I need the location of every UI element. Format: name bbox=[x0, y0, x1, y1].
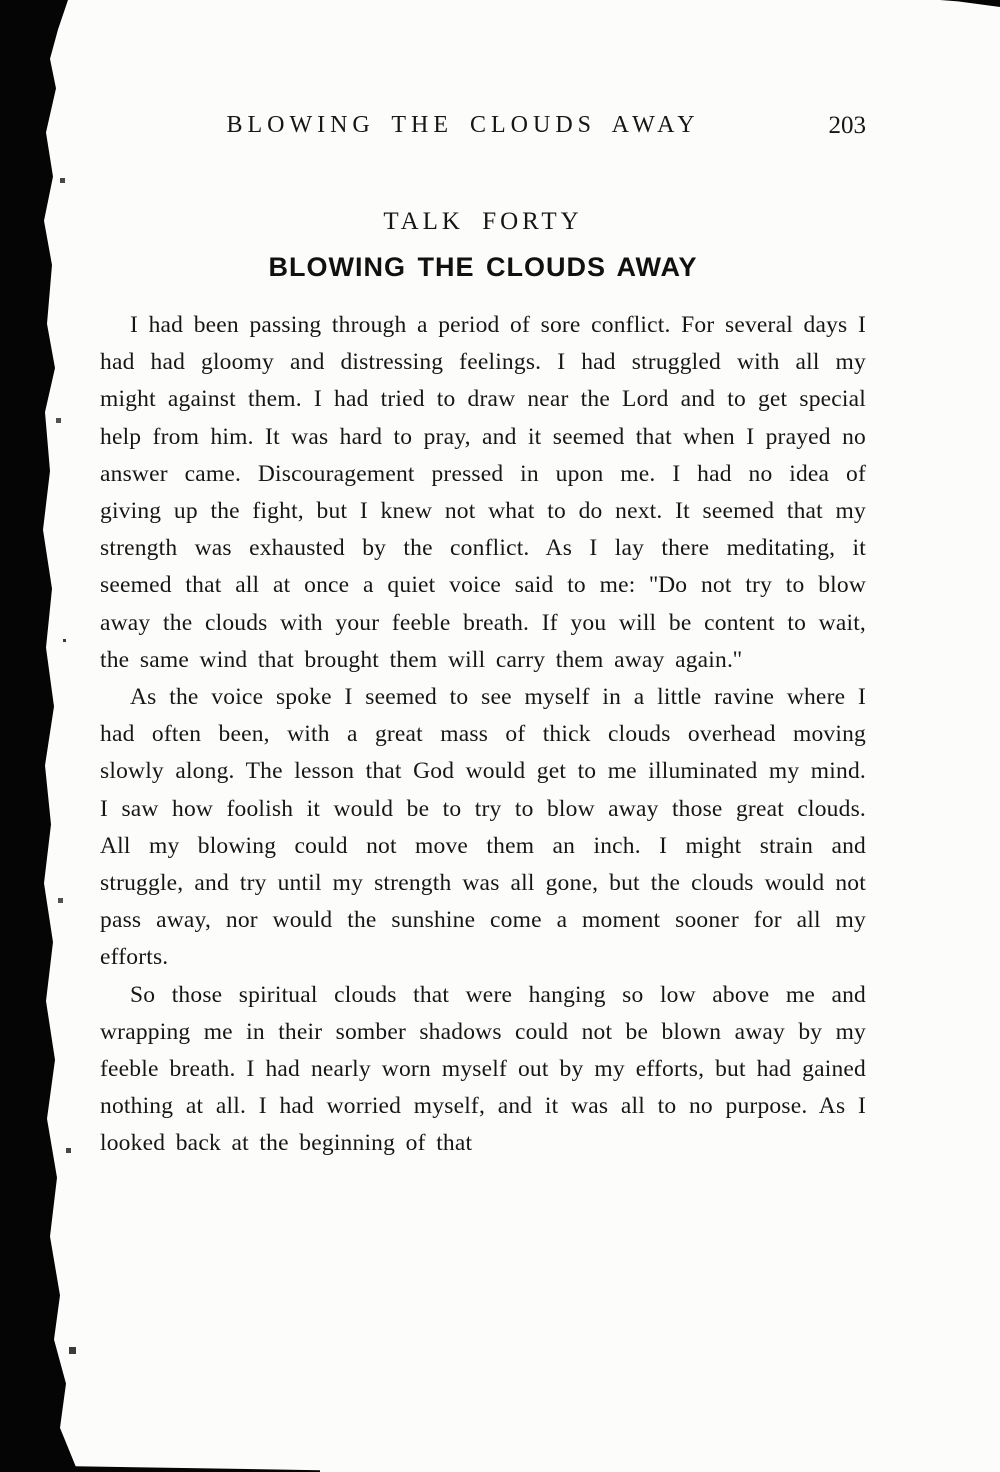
paragraph-1: I had been passing through a period of sore conflict. For several days I had had gloomy and distressing feelings. I had struggled with all my might against them. I had tried to draw near the Lord and to get special help from him. It was hard to pray, and it seemed that when I prayed no answer came. Discouragement pressed in upon me. I had no idea of giving up the fight, but I knew not what to do next. It seemed that my strength was exhausted by the conflict. As I lay there meditating, it seemed that all at once a quiet voice said to me: ''Do not try to blow away the clouds with your feeble breath. If you will be content to wait, the same wind that brought them will carry them away again.'' bbox=[100, 312, 866, 673]
paragraph-3: So those spiritual clouds that were hanging so low above me and wrapping me in their somber shadows could not be blown away by my feeble breath. I had nearly worn myself out by my efforts, but had gained nothing at all. I had worried myself, and it was all to no purpose. As I looked back at the beginning of that bbox=[100, 981, 866, 1157]
running-head: BLOWING THE CLOUDS AWAY bbox=[226, 112, 700, 138]
paragraph-2: As the voice spoke I seemed to see myself in a little ravine where I had often been, with a great mass of thick clouds overhead moving slowly along. The lesson that God would get to me illuminated my mind. I saw how foolish it would be to try to blow away those great clouds. All my blowing could not move them an inch. I might strain and struggle, and try until my strength was all gone, but the clouds would not pass away, nor would the sunshine come a moment sooner for all my efforts. bbox=[100, 684, 866, 971]
body-text bbox=[100, 307, 866, 1163]
scan-black-edge-top-right bbox=[940, 0, 1000, 7]
scan-black-edge-bottom bbox=[60, 1466, 320, 1472]
scan-black-edge-left bbox=[0, 0, 95, 1472]
running-head-row bbox=[100, 112, 866, 146]
chapter-title: BLOWING THE CLOUDS AWAY bbox=[268, 252, 698, 282]
page-number: 203 bbox=[828, 112, 866, 139]
book-page bbox=[100, 0, 866, 1163]
scan-speckles bbox=[0, 0, 1, 1]
talk-number-heading: TALK FORTY bbox=[383, 208, 583, 235]
